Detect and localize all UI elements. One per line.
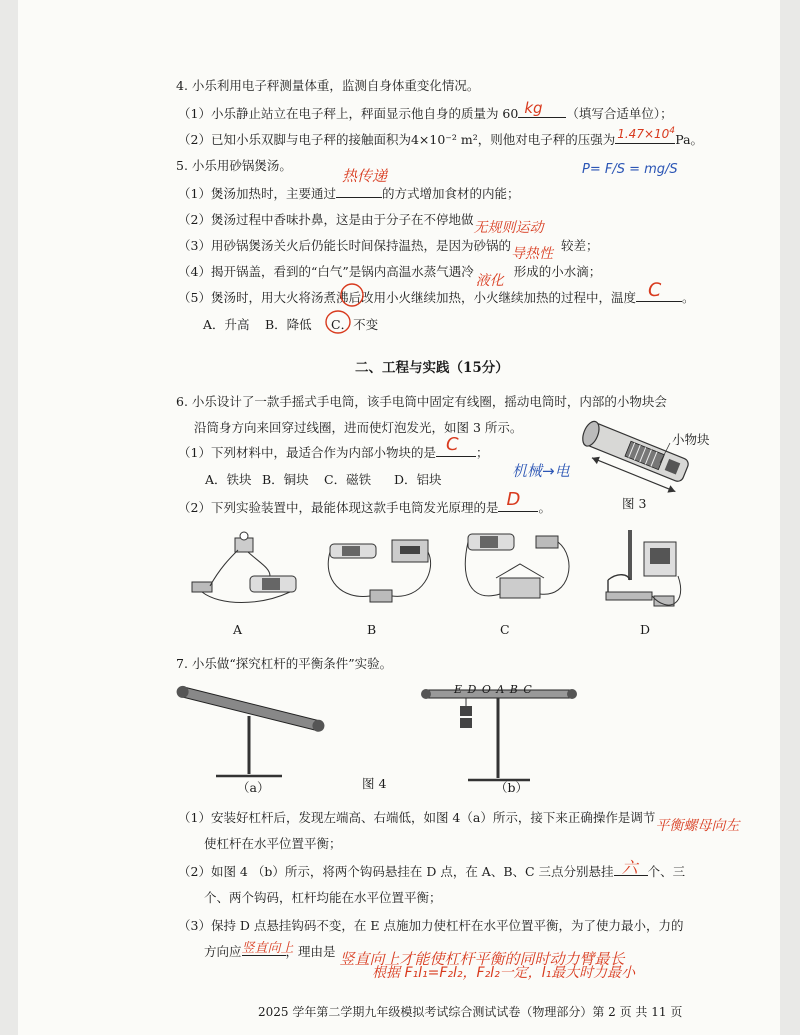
q5-part3: （3）用砂锅煲汤关火后仍能长时间保持温热，是因为砂锅的 导热性 较差；	[178, 238, 599, 262]
q6-p2-answer: D	[506, 489, 521, 510]
q4-part1: （1）小乐静止站立在电子秤上，秤面显示他自身的质量为 60 kg （填写合适单位）；	[178, 99, 673, 121]
q5-p4-answer: 液化	[475, 273, 504, 289]
q5-stem: 5. 小乐用砂锅煲汤。	[176, 158, 292, 173]
q6-option-a: A．铁块	[205, 472, 252, 487]
flashlight-part-label: 小物块	[672, 432, 710, 447]
q5-p5-answer: C	[647, 279, 662, 301]
figure3-caption: 图 3	[622, 496, 647, 511]
q7-p3-reasoning: 根据 F₁l₁=F₂l₂，F₂l₂一定，l₁最大时力最小	[372, 965, 636, 981]
q5-option-b: B．降低	[265, 317, 312, 332]
q6-part1: （1）下列材料中，最适合作为内部小物块的是 C ；	[178, 434, 489, 460]
q7-part3: （3）保持 D 点悬挂钩码不变，在 E 点施加力使杠杆在水平位置平衡，为了使力最小，力的	[178, 918, 684, 933]
section-title: 二、工程与实践（15分）	[355, 360, 509, 376]
q6-option-b: B．铜块	[262, 472, 309, 487]
device-d-figure	[598, 524, 698, 616]
q7-stem: 7. 小乐做“探究杠杆的平衡条件”实验。	[176, 656, 393, 671]
q4-p1-answer: kg	[524, 99, 543, 117]
q5-pressure-note: P= F/S = mg/S	[582, 162, 678, 177]
q7-part3-cont: 方向应 竖直向上 ，理由是 竖直向上才能使杠杆平衡的同时动力臂最长	[204, 942, 336, 960]
device-a-label: A	[233, 622, 243, 637]
q5-part1: （1）煲汤加热时，主要通过 热传递 的方式增加食材的内能；	[178, 167, 520, 201]
page-footer: 2025 学年第二学期九年级模拟考试综合测试试卷（物理部分）第 2 页 共 11 页	[258, 1005, 683, 1019]
q7-p3-answer2: 竖直向上才能使杠杆平衡的同时动力臂最长	[339, 950, 625, 968]
q5-part2: （2）煲汤过程中香味扑鼻，这是由于分子在不停地做 无规则运动	[178, 212, 544, 236]
figure4a-label: （a）	[237, 780, 270, 795]
q5-p1-answer: 热传递	[341, 167, 387, 185]
q7-part1: （1）安装好杠杆后，发现左端高、右端低，如图 4（a）所示，接下来正确操作是调节 平衡螺母向左	[178, 810, 740, 834]
device-b-figure	[322, 530, 442, 616]
q6-stem-line1: 6. 小乐设计了一款手摇式手电筒，该手电筒中固定有线圈，摇动电筒时，内部的小物块会	[176, 394, 667, 409]
q5-option-a: A．升高	[203, 317, 250, 332]
q7-part2-cont: 个、两个钩码，杠杆均能在水平位置平衡；	[204, 890, 442, 905]
lever-point-letters: E D O A B C	[454, 683, 533, 696]
lever-figure-a	[176, 676, 326, 786]
device-b-label: B	[367, 622, 377, 637]
q6-energy-note: 机械→电	[512, 462, 570, 480]
lever-figure-b	[420, 680, 580, 788]
figure4-caption: 图 4	[362, 776, 387, 791]
q7-part2: （2）如图 4 （b）所示，将两个钩码悬挂在 D 点，在 A、B、C 三点分别悬挂 六 个、三	[178, 862, 685, 880]
q7-p2-answer: 六	[621, 858, 638, 877]
q5-p3-answer: 导热性	[510, 246, 553, 262]
q4-p2-answer: $1.47\times 10^4$	[617, 126, 676, 141]
q4-stem: 4. 小乐利用电子秤测量体重，监测自身体重变化情况。	[176, 78, 480, 93]
q7-part1-cont: 使杠杆在水平位置平衡；	[204, 836, 342, 851]
q6-stem-line2: 沿筒身方向来回穿过线圈，进而使灯泡发光，如图 3 所示。	[194, 420, 523, 435]
q5-p2-answer: 无规则运动	[473, 220, 544, 236]
device-c-figure	[460, 528, 580, 616]
q5-part4: （4）揭开锅盖，看到的“白气”是锅内高温水蒸气遇冷 液化 形成的小水滴；	[178, 264, 602, 289]
device-a-figure	[180, 528, 300, 616]
q6-p1-answer: C	[445, 434, 459, 455]
device-d-label: D	[640, 622, 651, 637]
q6-option-c: C．磁铁	[324, 472, 372, 487]
device-c-label: C	[500, 622, 510, 637]
q7-p3-answer1: 竖直向上	[241, 941, 294, 956]
q7-p1-answer: 平衡螺母向左	[655, 818, 740, 834]
q5-option-c: C．不变	[331, 317, 379, 332]
q6-part2: （2）下列实验装置中，最能体现这款手电筒发光原理的是 D 。	[178, 489, 551, 515]
figure4b-label: （b）	[495, 780, 529, 795]
q6-option-d: D．铝块	[394, 472, 442, 487]
q5-part5: （5）煲汤时，用大火将汤煮沸后改用小火继续加热，小火继续加热的过程中，温度 C 。	[178, 279, 695, 305]
q4-part2: （2）已知小乐双脚与电子秤的接触面积为4×10⁻² m²，则他对电子秤的压强为 $1.47\times 10^4$ Pa。	[178, 126, 704, 147]
